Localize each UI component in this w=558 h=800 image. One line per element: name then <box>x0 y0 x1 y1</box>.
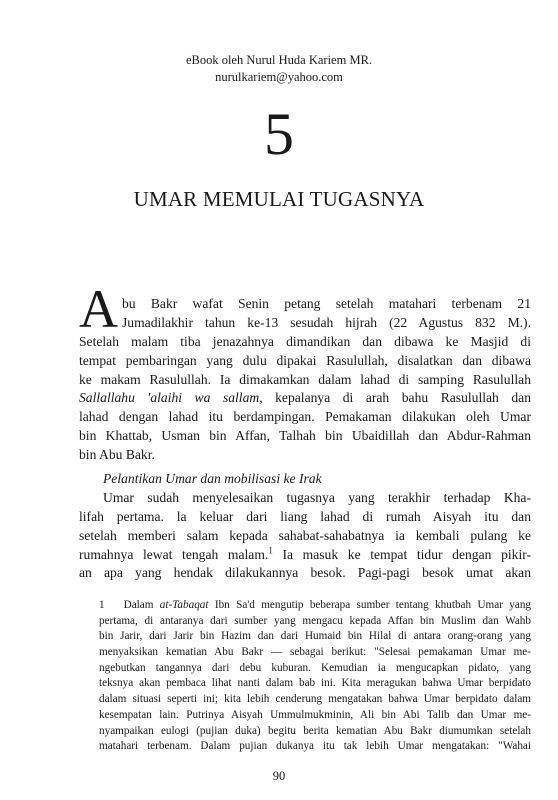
paragraph-1 <box>79 295 531 465</box>
drop-cap: A <box>79 279 118 339</box>
paragraph-line <box>79 546 531 565</box>
footnote-text: Ibn Sa'd mengutip beberapa sumber tentang khutbah Umar yang <box>214 599 532 611</box>
footnote-intro: Dalam <box>123 599 154 611</box>
paragraph-line: bu Bakr wafat Senin petang setelah matahari terbenam 21 <box>122 296 531 311</box>
section-heading: Pelantikan Umar dan mobilisasi ke Irak <box>103 471 322 486</box>
footnote-line: menyaksikan kematian Abu Bakr — sebagai berikut: "Selesai pemakaman Umar me- <box>99 646 531 659</box>
chapter-number: 5 <box>264 101 294 167</box>
section-pelantikan <box>79 470 531 583</box>
paragraph-line: Jumadilakhir tahun ke-13 sesudah hijrah (22 Agustus 832 M.). <box>122 314 531 330</box>
footnote-line: dalam situasi seperti ini; kita lebih cenderung mengatakan bahwa Umar berpidato dalam <box>99 693 531 706</box>
paragraph-line-text: Ia masuk ke tempat tidur dengan pikir- <box>282 546 531 562</box>
footnote-source-title: at-Tabaqat <box>159 599 209 611</box>
paragraph-line: tempat pembaringan yang dulu dipakai Rasulullah, disalatkan dan dibawa <box>79 352 531 368</box>
paragraph-line: Setelah malam tiba jenazahnya dimandikan dan dibawa ke Masjid di <box>79 333 531 349</box>
honorific-phrase: Sallallahu 'alaihi wa sallam, <box>79 390 263 406</box>
ebook-author-header: eBook oleh Nurul Huda Kariem MR. <box>185 53 373 67</box>
paragraph-line-text: rumahnya lewat tengah malam. <box>79 546 269 562</box>
footnote-line <box>79 598 531 614</box>
footnote-number: 1 <box>99 599 105 611</box>
page-number: 90 <box>272 769 286 783</box>
footnote-line: pertama, di antaranya dari sumber yang mengacu kepada Affan bin Muslim dan Wahb <box>99 614 531 627</box>
footnote-line: bin Jarir, dari Jarir bin Hazim dan dari Humaid bin Hilal di antara orang-orang yang <box>99 630 531 643</box>
paragraph-line-text: kepalanya di arah bahu Rasulullah dan <box>275 390 531 406</box>
footnote-line: nyampaikan eulogi (pujian duka) begitu berita kematian Abu Bakr diumumkan setelah <box>99 724 531 737</box>
paragraph-line: lifah pertama. la keluar dari liang lahad di rumah Aisyah itu dan <box>79 508 531 524</box>
footnote-reference[interactable]: 1 <box>268 545 273 556</box>
paragraph-line <box>79 389 531 408</box>
paragraph-line: Umar sudah menyelesaikan tugasnya yang terakhir terhadap Kha- <box>103 489 531 505</box>
author-email-header: nurulkariem@yahoo.com <box>215 70 343 84</box>
paragraph-line: lahad dengan lahad itu berdampingan. Pemakaman dilakukan oleh Umar <box>79 409 531 425</box>
footnote-line: matahari terbenam. Dalam pujian dukanya itu tak lebih Umar mengatakan: "Wahai <box>99 740 531 753</box>
chapter-title: UMAR MEMULAI TUGASNYA <box>133 187 425 211</box>
paragraph-line: ke makam Rasulullah. Ia dimakamkan dalam lahad di samping Rasulullah <box>79 371 531 387</box>
paragraph-line: bin Khattab, Usman bin Affan, Talhah bin Ubaidillah dan Abdur-Rahman <box>79 428 531 444</box>
footnote-line: teksnya akan pembaca lihat nanti dalam bab ini. Kita meragukan bahwa Umar berpidato <box>99 677 531 690</box>
paragraph-line: setelah memberi salam kepada sahabat-sahabatnya ia kembali pulang ke <box>79 527 531 543</box>
footnote <box>79 598 531 755</box>
footnote-line: kesempatan lain. Putrinya Aisyah Ummulmukminin, Ali bin Abi Talib dan Umar me- <box>99 708 531 721</box>
footnote-line: ngebutkan tangannya dari debu kuburan. Kemudian ia mengucapkan pidato, yang <box>99 661 531 674</box>
paragraph-line: bin Abu Bakr. <box>79 447 155 463</box>
paragraph-line: an apa yang hendak dilakukannya besok. Pagi-pagi besok umat akan <box>79 565 531 581</box>
